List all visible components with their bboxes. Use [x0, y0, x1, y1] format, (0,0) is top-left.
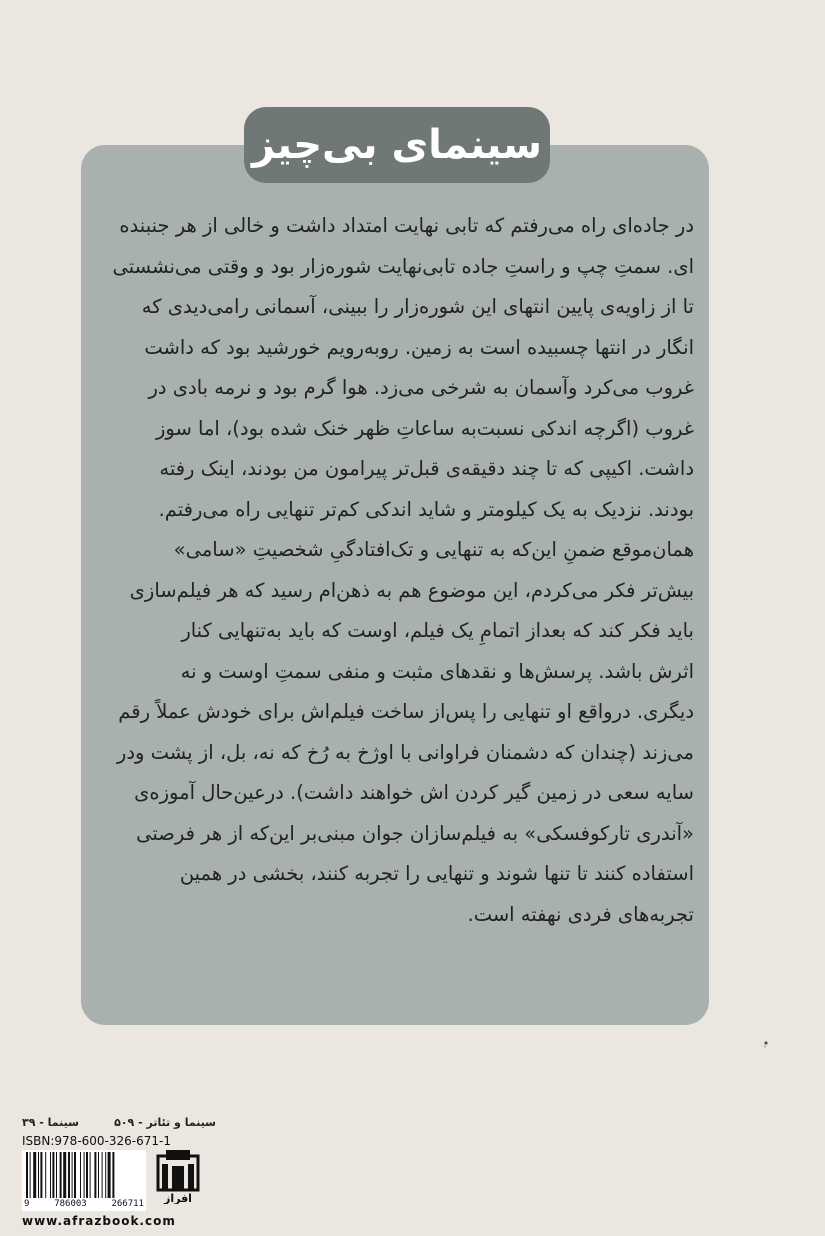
synopsis-line: تجربه‌های فردی نهفته است. — [467, 902, 694, 926]
barcode-bar — [50, 1152, 51, 1198]
barcode-bar — [33, 1152, 36, 1198]
print-speck — [763, 1040, 769, 1048]
synopsis-line: تا از زاویه‌ی پایین انتهای این شوره‌زار را ببینی، آسمانی رامی‌دیدی که — [141, 295, 694, 318]
series-info — [22, 1116, 216, 1129]
book-title: سینمای بی‌چیز — [252, 122, 542, 168]
barcode-bar — [105, 1152, 106, 1198]
synopsis-line: استفاده کنند تا تنها شوند و تنهایی را تجربه کنند، بخشی در همین — [179, 862, 694, 885]
synopsis-line: همان‌موقع ضمنِ این‌که به تنهایی و تک‌افتادگیِ شخصیتِ «سامی» — [173, 538, 694, 561]
barcode-bar — [90, 1152, 91, 1198]
barcode-bar — [40, 1152, 42, 1198]
synopsis-line: انگار در انتها چسبیده است به زمین. روبه‌رویم خورشید بود که داشت — [144, 335, 694, 359]
barcode-digit-group: 786003 — [54, 1199, 87, 1209]
barcode-bar — [45, 1152, 46, 1198]
barcode-bar — [84, 1152, 85, 1198]
barcode-bar — [60, 1152, 62, 1198]
synopsis-line: اثرش باشد. پرسش‌ها و نقدهای مثبت و منفی سمتِ اوست و نه — [180, 659, 694, 683]
isbn-label: ISBN:978-600-326-671-1 — [22, 1134, 171, 1148]
barcode-bar — [63, 1152, 66, 1198]
synopsis-line: داشت. اکیپی که تا چند دقیقه‌ی قبل‌تر پیرامون من بودند، اینک رفته — [159, 457, 694, 480]
synopsis-text — [96, 206, 694, 935]
synopsis-line: دیگری. درواقع او تنهایی را پس‌از ساخت فیلم‌اش برای خودش عملاً رقم — [118, 700, 694, 723]
series-cinema-number: سینما - ۳۹ — [22, 1116, 79, 1129]
barcode-bar — [30, 1152, 31, 1198]
synopsis-line: «آندری تارکوفسکی» به فیلم‌سازان جوان مبنی‌بر این‌که از هر فرصتی — [136, 821, 694, 845]
title-box — [244, 107, 550, 183]
synopsis-line: در جاده‌ای راه می‌رفتم که تابی نهایت امتداد داشت و خالی از هر جنبنده — [119, 214, 694, 237]
synopsis-line: غروب می‌کرد وآسمان به شرخی می‌زد. هوا گرم بود و نرمه بادی در — [148, 376, 694, 399]
synopsis-line: غروب (اگرچه اندکی نسبت‌به ساعاتِ ظهر خنک شده بود)، اما سوز — [155, 416, 694, 440]
barcode-bar — [52, 1152, 54, 1198]
barcode-bar — [38, 1152, 39, 1198]
series-theatre-number: سینما و تئاتر - ۵۰۹ — [114, 1116, 216, 1129]
barcode-bar — [98, 1152, 99, 1198]
synopsis-line: سایه سعی در زمین گیر کردن اش خواهند داشت). درعین‌حال آموزه‌ی — [134, 781, 694, 804]
barcode-digit-group: 266711 — [111, 1199, 144, 1209]
barcode-bar — [108, 1152, 111, 1198]
publisher-website: www.afrazbook.com — [22, 1214, 176, 1228]
barcode-bar — [102, 1152, 103, 1198]
barcode-bar — [94, 1152, 96, 1198]
synopsis-line: ای. سمتِ چپ و راستِ جاده تابی‌نهایت شوره‌زار بود و وقتی می‌نشستی — [112, 254, 694, 278]
barcode-bar — [86, 1152, 88, 1198]
synopsis-line: باید فکر کند که بعداز اتمامِ یک فیلم، اوست که باید به‌تنهایی کنار — [181, 619, 694, 642]
barcode-bar — [112, 1152, 114, 1198]
barcode-bar — [26, 1152, 28, 1198]
synopsis-line: بیش‌تر فکر می‌کردم، این موضوع هم به ذهن‌ام رسید که هر فیلم‌سازی — [129, 578, 694, 602]
synopsis-line: می‌زند (چندان که دشمنان فراوانی با اوژخ به رُخ که نه، بل، از پشت ودر — [116, 740, 694, 764]
barcode-bars — [22, 1150, 146, 1200]
barcode-digits — [22, 1199, 146, 1211]
barcode-bar — [68, 1152, 70, 1198]
barcode-bar — [56, 1152, 57, 1198]
barcode-bar — [80, 1152, 81, 1198]
barcode-bar — [72, 1152, 73, 1198]
barcode-digit-group: 9 — [24, 1199, 30, 1209]
publisher-logo — [152, 1148, 204, 1204]
synopsis-line: بودند. نزدیک به یک کیلومتر و شاید اندکی کم‌تر تنهایی راه می‌رفتم. — [158, 497, 694, 521]
publisher-mark: افراز — [164, 1192, 192, 1204]
barcode-bar — [74, 1152, 76, 1198]
